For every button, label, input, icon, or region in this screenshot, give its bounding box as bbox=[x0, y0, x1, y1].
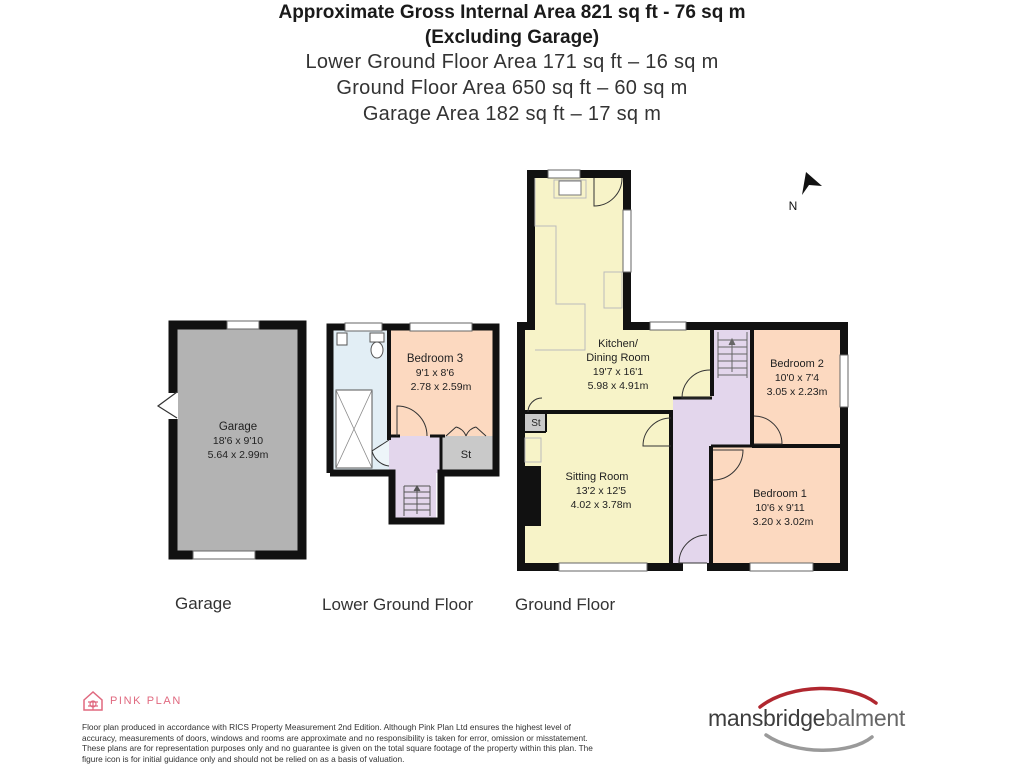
toilet-cistern-icon bbox=[370, 333, 384, 342]
basin-icon bbox=[337, 333, 347, 345]
kitchen-name-line2: Dining Room bbox=[586, 352, 650, 364]
garage-size-metric: 5.64 x 2.99m bbox=[207, 449, 269, 461]
store-ground-label: St bbox=[531, 418, 541, 429]
title-gross-area: Approximate Gross Internal Area 821 sq ft - 76 sq m bbox=[278, 2, 746, 23]
dining-window bbox=[650, 322, 686, 330]
bedroom3-window bbox=[410, 323, 472, 331]
bathroom-window bbox=[345, 323, 382, 331]
sitting-room-size-imperial: 13'2 x 12'5 bbox=[575, 485, 627, 497]
agent-logo bbox=[700, 685, 940, 755]
kitchen-name-line1: Kitchen/ bbox=[598, 338, 638, 350]
bedroom1-window bbox=[750, 563, 813, 571]
garage-door-bottom bbox=[193, 551, 255, 559]
disclaimer-text: Floor plan produced in accordance with RICS Property Measurement 2nd Edition. Although Pink Plan Ltd ensures the highest level of accuracy, measurements of doors, windows and rooms are approximate and no responsibility is taken for error, omission or misstatement. These plans are for representation purposes only and no guarantee is given on the total square footage of the property within this plan. The figure icon is for initial guidance only and should not be relied on as a basis of valuation. bbox=[82, 722, 593, 764]
north-arrow-icon bbox=[802, 172, 822, 195]
compass bbox=[789, 172, 822, 213]
sitting-window bbox=[559, 563, 647, 571]
store-lower-label: St bbox=[460, 449, 472, 461]
lower-ground-floor-block bbox=[330, 323, 496, 521]
agent-name-part2: balment bbox=[825, 705, 905, 731]
sitting-room-size-metric: 4.02 x 3.78m bbox=[570, 499, 632, 511]
agent-name-part1: mansbridge bbox=[708, 705, 826, 731]
bedroom1-size-imperial: 10'6 x 9'11 bbox=[755, 502, 805, 514]
garage-block bbox=[158, 321, 302, 559]
kitchen-window-side bbox=[623, 210, 631, 272]
kitchen-size-imperial: 19'7 x 16'1 bbox=[592, 366, 644, 378]
sitting-room-name: Sitting Room bbox=[565, 471, 629, 483]
floor-label-garage: Garage bbox=[175, 594, 232, 613]
chimney-breast bbox=[524, 466, 541, 526]
pink-plan-logo bbox=[82, 688, 182, 714]
kitchen-window-top bbox=[548, 170, 580, 178]
garage-size-imperial: 18'6 x 9'10 bbox=[212, 435, 264, 447]
pink-plan-text: PINK PLAN bbox=[110, 695, 182, 707]
garage-side-door bbox=[158, 392, 177, 418]
bedroom2-window bbox=[840, 355, 848, 407]
floor-label-ground: Ground Floor bbox=[515, 595, 616, 614]
lower-landing-floor bbox=[389, 436, 441, 473]
lower-stairwell-floor bbox=[392, 473, 436, 521]
garage-name: Garage bbox=[218, 421, 258, 433]
bedroom3-size-metric: 2.78 x 2.59m bbox=[410, 381, 472, 393]
compass-north-label: N bbox=[788, 199, 798, 213]
garage-window-top bbox=[227, 321, 259, 329]
bedroom1-name: Bedroom 1 bbox=[753, 488, 807, 500]
bedroom2-name: Bedroom 2 bbox=[770, 358, 824, 370]
ground-floor-area: Ground Floor Area 650 sq ft – 60 sq m bbox=[336, 77, 688, 99]
kitchen-size-metric: 5.98 x 4.91m bbox=[587, 380, 649, 392]
floor-label-lower-ground: Lower Ground Floor bbox=[322, 595, 474, 614]
bedroom1-size-metric: 3.20 x 3.02m bbox=[752, 516, 814, 528]
bedroom3-name: Bedroom 3 bbox=[406, 353, 464, 365]
bedroom2-size-imperial: 10'0 x 7'4 bbox=[774, 372, 820, 384]
hearth bbox=[525, 438, 541, 462]
hall-floor bbox=[673, 398, 713, 567]
bedroom2-size-metric: 3.05 x 2.23m bbox=[766, 386, 828, 398]
kitchen-sink-icon bbox=[559, 181, 581, 195]
bedroom3-size-imperial: 9'1 x 8'6 bbox=[415, 367, 455, 379]
pink-plan-house-icon bbox=[82, 690, 104, 712]
agent-name bbox=[708, 705, 905, 732]
toilet-bowl-icon bbox=[371, 342, 383, 358]
title-excluding-garage: (Excluding Garage) bbox=[424, 27, 600, 48]
front-door-gap bbox=[683, 563, 707, 571]
garage-area: Garage Area 182 sq ft – 17 sq m bbox=[362, 103, 662, 125]
lower-ground-area: Lower Ground Floor Area 171 sq ft – 16 sq m bbox=[305, 51, 719, 73]
ground-floor-block bbox=[521, 170, 848, 571]
landing-floor bbox=[708, 398, 752, 446]
